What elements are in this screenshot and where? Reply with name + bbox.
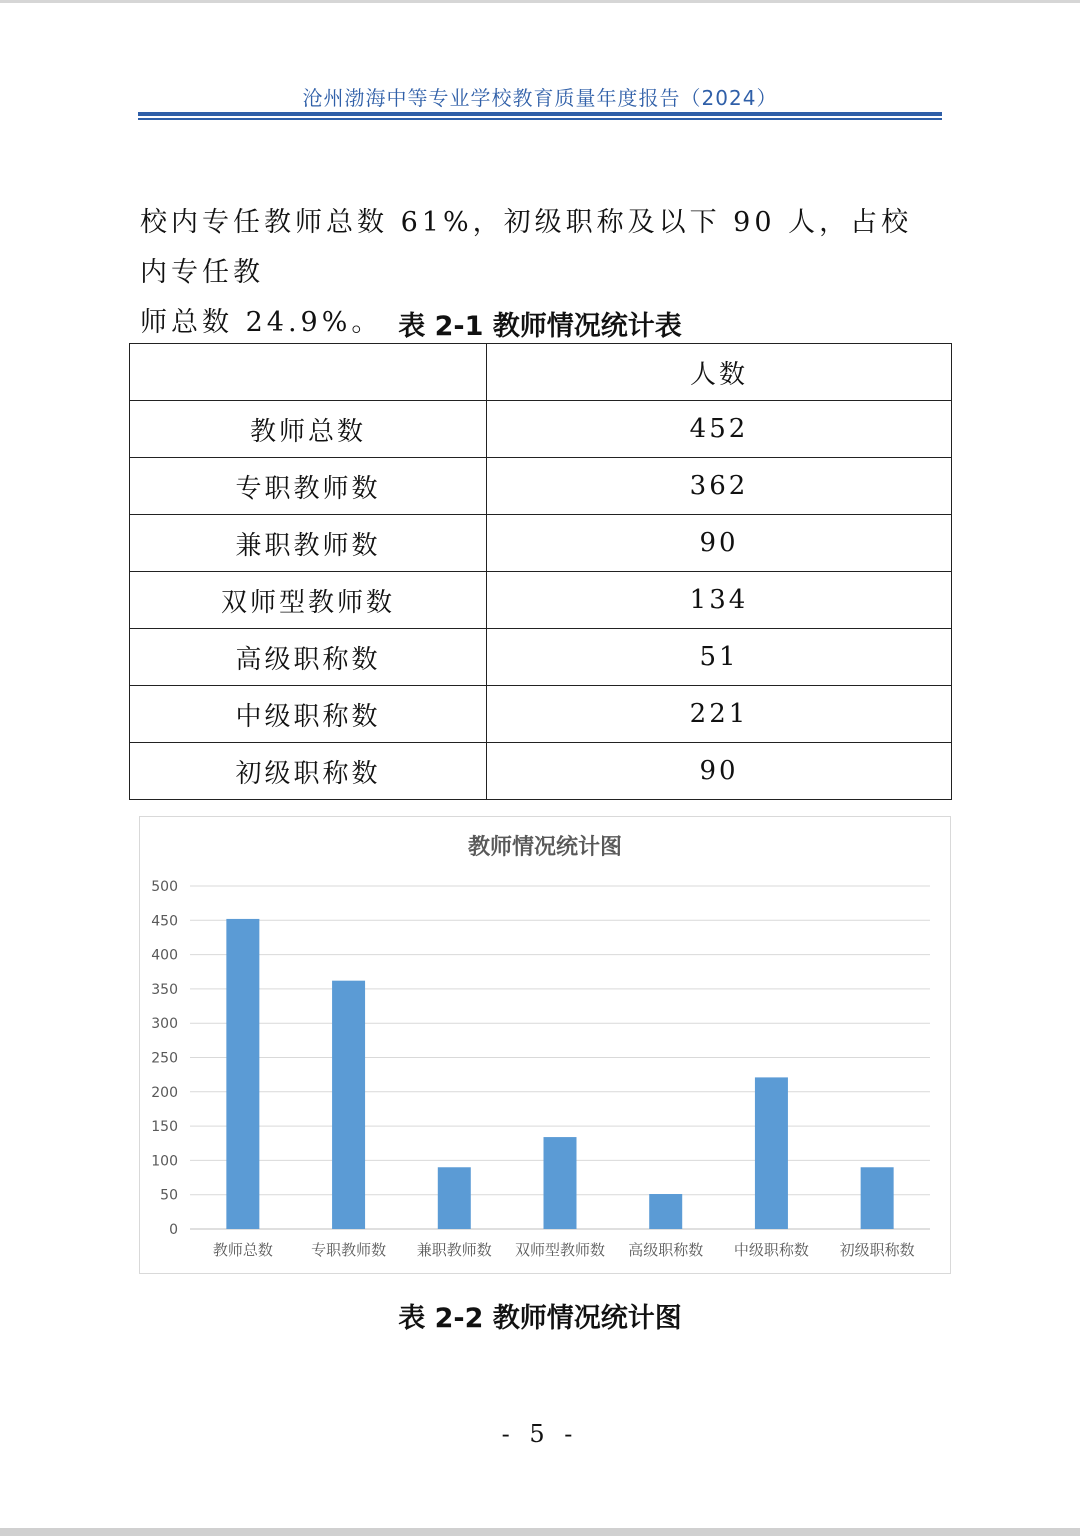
table-row — [130, 458, 952, 515]
chart-title: 教师情况统计图 — [467, 835, 623, 860]
row-label: 双师型教师数 — [130, 572, 487, 629]
y-tick-label: 0 — [169, 1222, 178, 1238]
bar-1 — [332, 981, 365, 1229]
row-value: 90 — [487, 515, 952, 572]
table-row — [130, 401, 952, 458]
row-value: 90 — [487, 743, 952, 800]
y-tick-label: 400 — [151, 947, 178, 964]
x-tick-label: 双师型教师数 — [514, 1241, 606, 1259]
bar-5 — [755, 1077, 788, 1229]
row-value: 51 — [487, 629, 952, 686]
table-row — [130, 686, 952, 743]
teacher-stats-table — [129, 343, 952, 800]
table-row — [130, 572, 952, 629]
x-axis-ticks — [213, 1241, 915, 1259]
header-rule-thick — [138, 112, 942, 116]
x-tick-label: 教师总数 — [212, 1241, 273, 1259]
paragraph-line-2: 师总数 24.9%。 — [140, 307, 383, 338]
x-tick-label: 中级职称数 — [733, 1241, 809, 1259]
table-header-blank — [130, 344, 487, 401]
bar-2 — [438, 1167, 471, 1229]
y-tick-label: 200 — [151, 1084, 178, 1101]
top-border — [0, 0, 1080, 3]
y-axis-ticks — [151, 879, 178, 1238]
paragraph-line-1: 校内专任教师总数 61%，初级职称及以下 90 人，占校内专任教 — [140, 207, 913, 288]
table-caption: 表 2-1 教师情况统计表 — [398, 311, 682, 342]
bar-6 — [861, 1167, 894, 1229]
row-value: 362 — [487, 458, 952, 515]
y-tick-label: 250 — [151, 1050, 178, 1067]
x-tick-label: 高级职称数 — [628, 1241, 704, 1259]
row-value: 221 — [487, 686, 952, 743]
y-tick-label: 100 — [151, 1153, 178, 1170]
row-label: 专职教师数 — [130, 458, 487, 515]
report-header-title: 沧州渤海中等专业学校教育质量年度报告（2024） — [302, 86, 778, 110]
row-label: 教师总数 — [130, 401, 487, 458]
y-tick-label: 450 — [151, 913, 178, 930]
bar-4 — [649, 1194, 682, 1229]
bottom-border — [0, 1528, 1080, 1536]
row-value: 452 — [487, 401, 952, 458]
table-header-row — [130, 344, 952, 401]
y-tick-label: 350 — [151, 981, 178, 998]
y-tick-label: 50 — [160, 1187, 178, 1204]
table-header-count: 人数 — [487, 344, 952, 401]
y-tick-label: 500 — [151, 879, 178, 895]
row-label: 兼职教师数 — [130, 515, 487, 572]
table-row — [130, 515, 952, 572]
row-label: 中级职称数 — [130, 686, 487, 743]
table-row — [130, 743, 952, 800]
chart-bars — [226, 919, 893, 1229]
x-tick-label: 初级职称数 — [839, 1241, 915, 1259]
x-tick-label: 专职教师数 — [311, 1241, 387, 1259]
bar-0 — [226, 919, 259, 1229]
header-rule-thin — [138, 118, 942, 120]
page-number: - 5 - — [501, 1420, 579, 1448]
row-label: 初级职称数 — [130, 743, 487, 800]
figure-caption: 表 2-2 教师情况统计图 — [398, 1303, 682, 1334]
bar-chart — [140, 817, 950, 1273]
bar-3 — [544, 1137, 577, 1229]
bar-chart-container — [139, 816, 951, 1274]
y-tick-label: 150 — [151, 1119, 178, 1136]
y-tick-label: 300 — [151, 1016, 178, 1033]
row-label: 高级职称数 — [130, 629, 487, 686]
table-row — [130, 629, 952, 686]
row-value: 134 — [487, 572, 952, 629]
x-tick-label: 兼职教师数 — [416, 1241, 492, 1259]
